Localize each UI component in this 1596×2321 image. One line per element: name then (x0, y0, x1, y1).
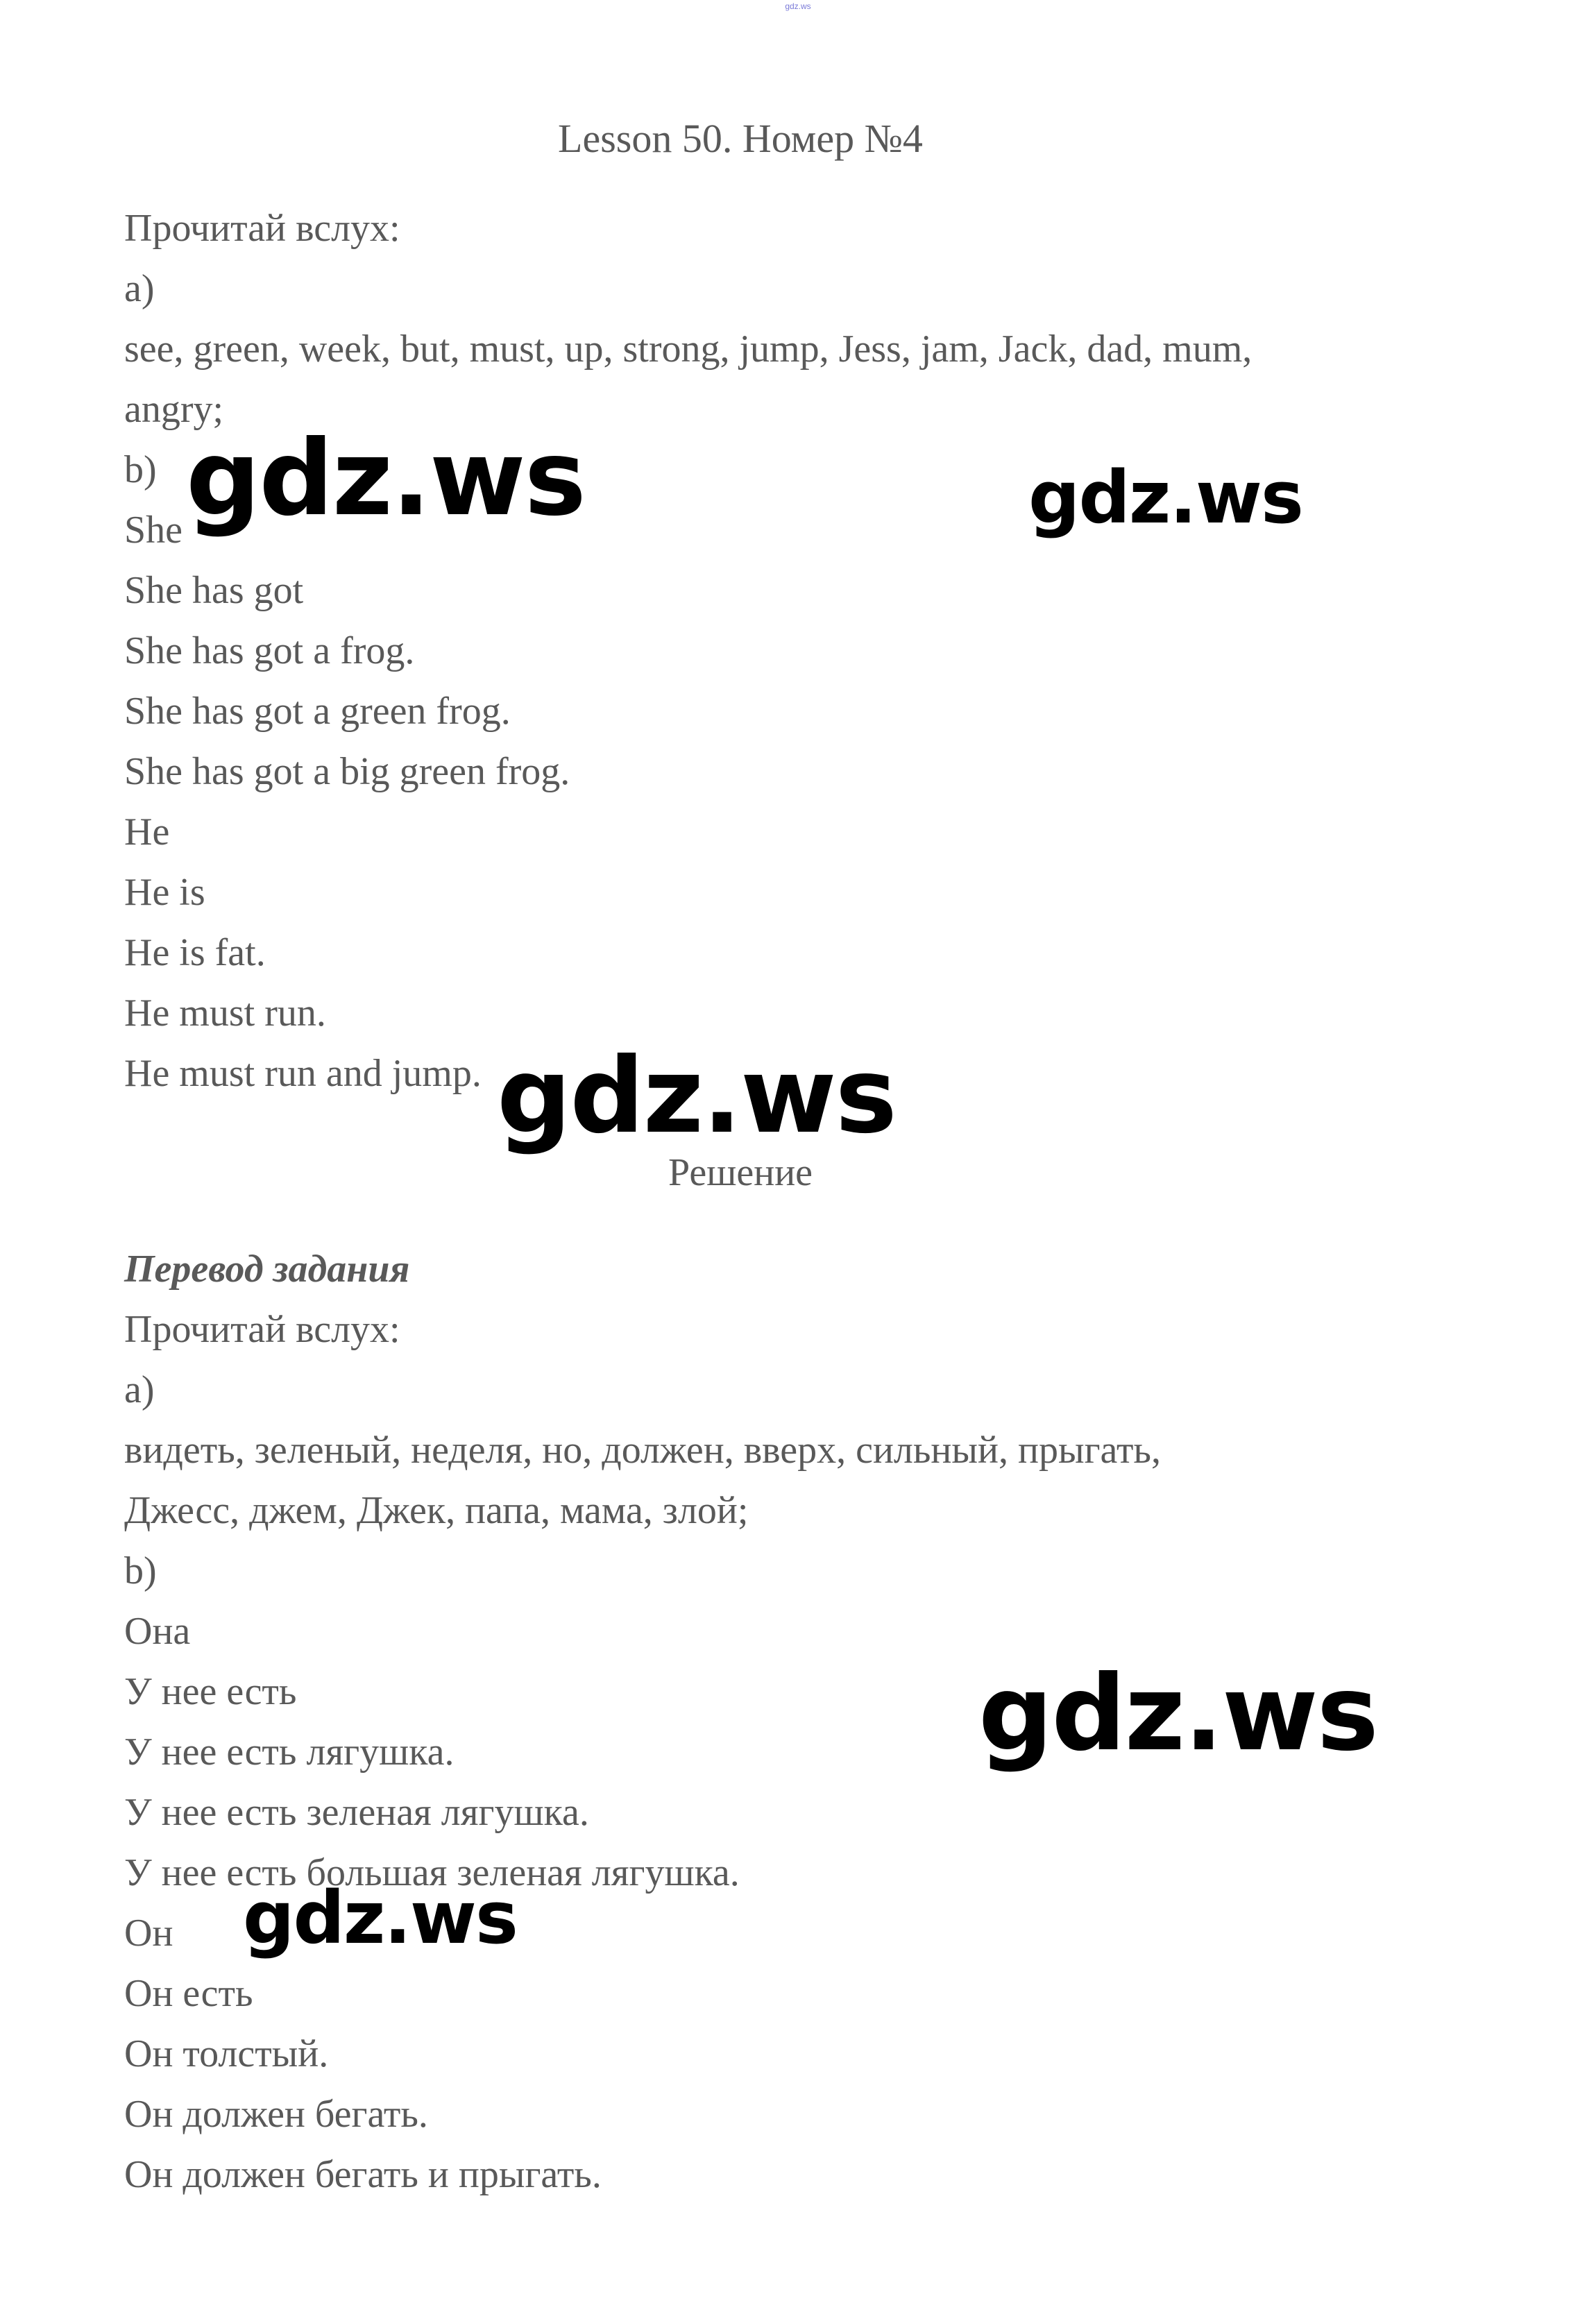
task-part-a-line: angry; (124, 388, 224, 431)
translation-part-a-label: a) (124, 1368, 155, 1411)
translation-part-a-line: Джесс, джем, Джек, папа, мама, злой; (124, 1489, 749, 1532)
translation-part-b-line: Она (124, 1610, 191, 1653)
watermark: gdz.ws (243, 1876, 517, 1960)
task-part-b-line: She has got a big green frog. (124, 750, 570, 793)
watermark: gdz.ws (497, 1036, 896, 1157)
task-instruction: Прочитай вслух: (124, 207, 400, 250)
translation-part-b-line: У нее есть (124, 1670, 297, 1713)
translation-part-a-line: видеть, зеленый, неделя, но, должен, вверх, сильный, прыгать, (124, 1429, 1161, 1472)
task-part-b-line: He is fat. (124, 931, 266, 974)
task-part-b-line: She (124, 509, 182, 552)
translation-part-b-label: b) (124, 1549, 157, 1592)
watermark: gdz.ws (186, 418, 585, 539)
task-part-b-line: She has got a frog. (124, 629, 415, 672)
task-part-a-line: see, green, week, but, must, up, strong, jump, Jess, jam, Jack, dad, mum, (124, 328, 1253, 371)
watermark: gdz.ws (1028, 455, 1302, 540)
translation-part-b-line: Он толстый. (124, 2032, 329, 2075)
task-part-a-label: a) (124, 267, 155, 310)
translation-heading: Перевод задания (124, 1248, 410, 1291)
task-part-b-line: She has got a green frog. (124, 690, 511, 733)
page-title: Lesson 50. Номер №4 (558, 116, 923, 161)
translation-part-b-line: Он должен бегать. (124, 2093, 428, 2136)
solution-heading: Решение (668, 1151, 813, 1194)
translation-part-b-line: У нее есть лягушка. (124, 1731, 455, 1774)
task-part-b-line: He must run. (124, 992, 326, 1035)
translation-part-b-line: Он должен бегать и прыгать. (124, 2153, 602, 2196)
translation-part-b-line: Он (124, 1912, 173, 1955)
task-part-b-line: He (124, 810, 170, 853)
task-part-b-line: He is (124, 871, 205, 914)
translation-instruction: Прочитай вслух: (124, 1308, 400, 1351)
watermark: gdz.ws (978, 1653, 1377, 1774)
translation-part-b-line: У нее есть большая зеленая лягушка. (124, 1851, 740, 1894)
task-part-b-label: b) (124, 448, 157, 491)
top-watermark: gdz.ws (785, 1, 811, 11)
task-part-b-line: She has got (124, 569, 304, 612)
task-part-b-line: He must run and jump. (124, 1052, 482, 1095)
translation-part-b-line: Он есть (124, 1972, 253, 2015)
translation-part-b-line: У нее есть зеленая лягушка. (124, 1791, 589, 1834)
